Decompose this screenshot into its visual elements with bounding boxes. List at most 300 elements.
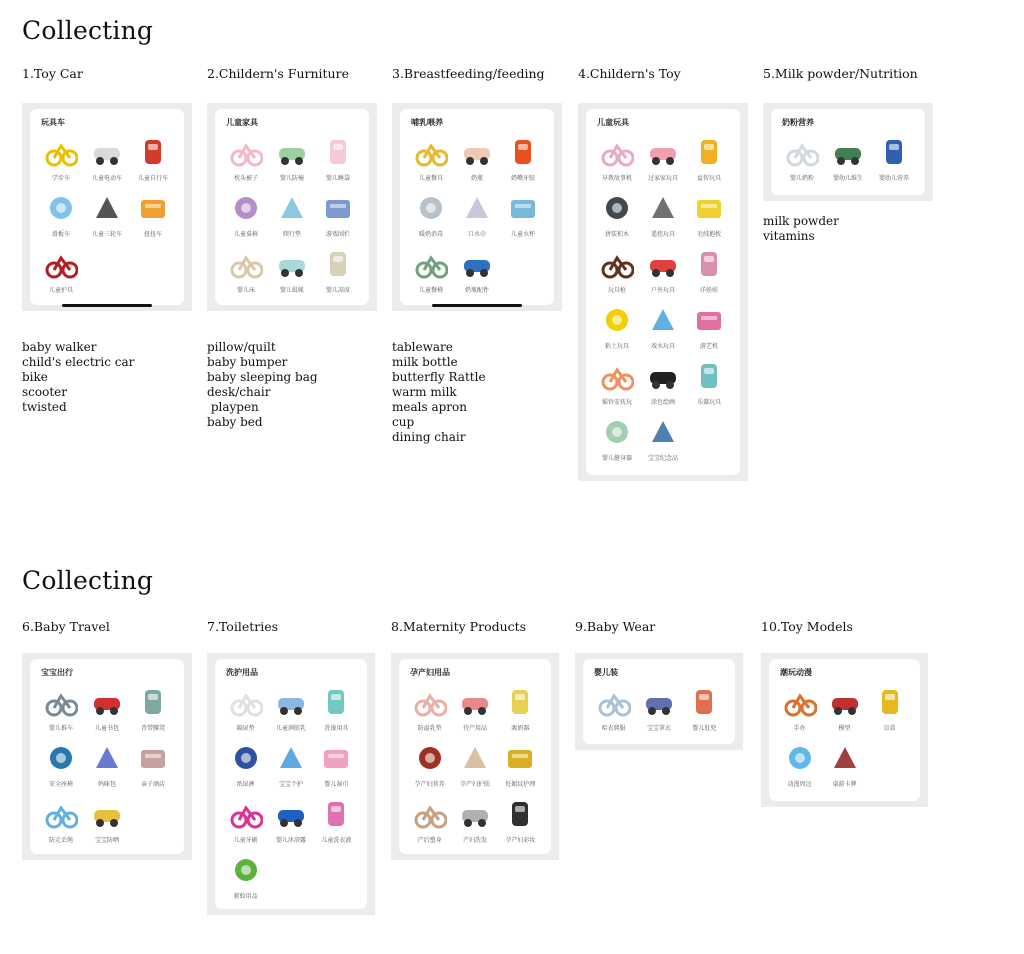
item-thumbnail (646, 416, 680, 448)
category-item[interactable] (268, 798, 313, 848)
category-grid (223, 136, 361, 298)
category-item[interactable] (871, 136, 917, 186)
category-item[interactable] (686, 360, 732, 410)
item-thumbnail (274, 742, 308, 774)
category-item[interactable] (594, 304, 640, 354)
protective-gear-icon (44, 248, 78, 280)
doll-icon (692, 248, 726, 280)
category-item[interactable] (407, 742, 452, 792)
item-label: 待产用品 (462, 725, 487, 732)
category-item[interactable] (686, 192, 732, 242)
item-thumbnail (687, 686, 721, 718)
tricycle-icon (90, 192, 124, 224)
category-item[interactable] (591, 686, 636, 736)
sleeping-bag-icon (321, 136, 355, 168)
stretch-mark-icon (503, 742, 537, 774)
item-thumbnail (600, 416, 634, 448)
category-item[interactable] (223, 854, 268, 904)
category-panel (22, 653, 192, 860)
category-card (586, 109, 740, 475)
category-item[interactable] (223, 686, 268, 736)
baby-bed-icon (229, 248, 263, 280)
item-label: 驱蚊用品 (233, 893, 258, 900)
item-label: 婴儿奶粉 (789, 175, 814, 182)
card-title: 宝宝出行 (41, 668, 73, 677)
item-thumbnail (460, 136, 494, 168)
item-thumbnail (275, 248, 309, 280)
diaper-icon (229, 742, 263, 774)
claw-machine-icon (692, 304, 726, 336)
item-thumbnail (831, 136, 865, 168)
item-label: 拼装积木 (604, 231, 629, 238)
item-label: 乐器玩具 (696, 399, 721, 406)
category-item[interactable] (130, 686, 176, 736)
note-line: playpen (207, 400, 259, 414)
category-item[interactable] (408, 248, 454, 298)
category-item[interactable] (314, 742, 359, 792)
item-thumbnail (503, 742, 537, 774)
item-thumbnail (873, 686, 907, 718)
item-thumbnail (229, 854, 263, 886)
section-heading: Collecting (22, 16, 154, 45)
card-title: 哺乳喂养 (411, 118, 443, 127)
category-item[interactable] (130, 192, 176, 242)
item-label: 模型 (838, 725, 851, 732)
note-line: butterfly Rattle (392, 370, 486, 384)
item-label: 滑板车 (51, 231, 70, 238)
item-label: 奶嘴牙胶 (510, 175, 535, 182)
breast-pump-icon (503, 686, 537, 718)
category-item[interactable] (223, 192, 269, 242)
item-label: 游艺机 (699, 343, 718, 350)
kids-bicycle-icon (136, 136, 170, 168)
category-item[interactable] (454, 136, 500, 186)
category-card (769, 659, 920, 801)
item-thumbnail (413, 798, 447, 830)
smock-icon (642, 686, 676, 718)
item-label: 宝宝罩衣 (646, 725, 671, 732)
item-thumbnail (414, 136, 448, 168)
category-item[interactable] (268, 742, 313, 792)
bottle-warmer-icon (414, 192, 448, 224)
category-item[interactable] (640, 192, 686, 242)
item-label: 扭扭车 (143, 231, 162, 238)
plush-icon (692, 192, 726, 224)
item-thumbnail (503, 798, 537, 830)
category-item[interactable] (84, 742, 130, 792)
item-thumbnail (828, 742, 862, 774)
note-line: twisted (22, 400, 67, 414)
item-thumbnail (506, 136, 540, 168)
column-title: 8.Maternity Products (391, 619, 527, 634)
category-item[interactable] (315, 248, 361, 298)
note-line: milk bottle (392, 355, 458, 369)
belly-wrap-icon (687, 686, 721, 718)
category-item[interactable] (38, 248, 84, 298)
item-thumbnail (229, 686, 263, 718)
repellent-icon (229, 854, 263, 886)
item-label: 毛绒抱枕 (696, 231, 721, 238)
item-thumbnail (413, 686, 447, 718)
category-card (215, 109, 369, 305)
shapewear-icon (413, 798, 447, 830)
item-label: 妊娠纹护理 (505, 781, 536, 788)
category-item[interactable] (38, 136, 84, 186)
item-thumbnail (600, 248, 634, 280)
item-thumbnail (44, 192, 78, 224)
category-item[interactable] (822, 686, 867, 736)
category-item[interactable] (682, 686, 727, 736)
item-thumbnail (319, 686, 353, 718)
category-item[interactable] (640, 136, 686, 186)
category-item[interactable] (269, 192, 315, 242)
item-thumbnail (783, 686, 817, 718)
kite-icon (646, 248, 680, 280)
shampoo-icon (458, 798, 492, 830)
category-item[interactable] (452, 742, 497, 792)
item-label: 婴儿防撞 (279, 175, 304, 182)
item-thumbnail (44, 136, 78, 168)
item-thumbnail (229, 742, 263, 774)
item-thumbnail (646, 192, 680, 224)
item-label: 孕产妇护肤 (459, 781, 490, 788)
category-item[interactable] (594, 416, 640, 466)
item-thumbnail (600, 304, 634, 336)
category-panel (392, 103, 562, 311)
category-grid (38, 136, 176, 298)
category-item[interactable] (498, 686, 543, 736)
playpen-icon (321, 192, 355, 224)
category-grid (779, 136, 917, 186)
item-thumbnail (90, 798, 124, 830)
category-panel (207, 103, 377, 311)
instrument-icon (692, 360, 726, 392)
column-title: 5.Milk powder/Nutrition (763, 66, 918, 81)
baby-gym-icon (600, 416, 634, 448)
item-thumbnail (692, 304, 726, 336)
note-line: pillow/quilt (207, 340, 276, 354)
category-item[interactable] (779, 136, 825, 186)
item-label: 安全座椅 (48, 781, 73, 788)
category-item[interactable] (130, 136, 176, 186)
twist-car-icon (136, 192, 170, 224)
item-label: 吸奶器 (511, 725, 530, 732)
story-machine-icon (600, 136, 634, 168)
item-label: 儿童餐具 (418, 175, 443, 182)
item-thumbnail (44, 686, 78, 718)
car-seat-icon (44, 742, 78, 774)
item-label: 婴儿推车 (48, 725, 73, 732)
item-thumbnail (321, 248, 355, 280)
category-item[interactable] (454, 192, 500, 242)
item-thumbnail (828, 686, 862, 718)
desk-chair-icon (229, 192, 263, 224)
category-card (400, 109, 554, 305)
summer-mat-icon (321, 248, 355, 280)
toy-gun-icon (600, 248, 634, 280)
section-heading: Collecting (22, 566, 154, 595)
item-thumbnail (414, 248, 448, 280)
category-item[interactable] (223, 136, 269, 186)
category-grid (407, 686, 543, 848)
item-label: 婴儿床 (236, 287, 255, 294)
note-line: baby sleeping bag (207, 370, 318, 384)
translation-notes (763, 214, 839, 244)
card-title: 奶粉营养 (782, 118, 814, 127)
body-wash-icon (274, 798, 308, 830)
play-mat-icon (275, 192, 309, 224)
anime-merch-icon (783, 742, 817, 774)
item-thumbnail (44, 742, 78, 774)
item-label: 产妇洗发 (462, 837, 487, 844)
item-thumbnail (646, 248, 680, 280)
category-item[interactable] (498, 742, 543, 792)
column-title: 4.Childern's Toy (578, 66, 681, 81)
note-line: baby walker (22, 340, 97, 354)
item-thumbnail (413, 742, 447, 774)
item-label: 婴儿健身器 (601, 455, 632, 462)
column-title: 10.Toy Models (761, 619, 853, 634)
item-thumbnail (136, 686, 170, 718)
category-item[interactable] (407, 798, 452, 848)
note-line: cup (392, 415, 415, 429)
note-line: baby bumper (207, 355, 288, 369)
building-blocks-icon (600, 192, 634, 224)
note-line: bike (22, 370, 48, 384)
item-label: 哈衣爬服 (601, 725, 626, 732)
category-card (771, 109, 925, 195)
translation-notes (22, 340, 134, 415)
item-thumbnail (319, 742, 353, 774)
card-title: 儿童家具 (226, 118, 258, 127)
category-item[interactable] (822, 742, 867, 792)
scooter-icon (44, 192, 78, 224)
category-item[interactable] (686, 304, 732, 354)
item-label: 动漫周边 (787, 781, 812, 788)
laundry-icon (319, 798, 353, 830)
category-panel (578, 103, 748, 481)
item-thumbnail (321, 192, 355, 224)
keepsake-icon (646, 416, 680, 448)
category-item[interactable] (640, 360, 686, 410)
item-label: 产后塑身 (417, 837, 442, 844)
lotion-icon (274, 686, 308, 718)
item-label: 宝宝纪念品 (647, 455, 678, 462)
scroll-indicator[interactable] (432, 304, 522, 307)
delivery-kit-icon (458, 686, 492, 718)
category-grid (223, 686, 359, 904)
mommy-bag-icon (90, 742, 124, 774)
item-label: 儿童牙刷 (233, 837, 258, 844)
note-line: tableware (392, 340, 453, 354)
category-item[interactable] (269, 136, 315, 186)
item-thumbnail (460, 248, 494, 280)
item-label: 防溢乳垫 (417, 725, 442, 732)
category-item[interactable] (84, 192, 130, 242)
item-thumbnail (44, 798, 78, 830)
item-label: 游戏围栏 (325, 231, 350, 238)
personal-care-icon (274, 742, 308, 774)
item-thumbnail (642, 686, 676, 718)
category-panel (761, 653, 928, 807)
item-thumbnail (785, 136, 819, 168)
category-item[interactable] (825, 136, 871, 186)
item-label: 儿童餐椅 (418, 287, 443, 294)
category-item[interactable] (777, 686, 822, 736)
changing-pad-icon (229, 686, 263, 718)
formula-icon (785, 136, 819, 168)
category-panel (22, 103, 192, 311)
item-thumbnail (458, 798, 492, 830)
milk-bottle-icon (460, 136, 494, 168)
item-label: 洗澡用具 (324, 725, 349, 732)
category-item[interactable] (408, 192, 454, 242)
item-thumbnail (646, 136, 680, 168)
note-line: dining chair (392, 430, 466, 444)
teether-icon (506, 136, 540, 168)
item-thumbnail (414, 192, 448, 224)
category-item[interactable] (407, 686, 452, 736)
category-card (399, 659, 551, 854)
item-label: 暖奶消毒 (418, 231, 443, 238)
item-label: 户外玩具 (650, 287, 675, 294)
item-label: 益智玩具 (696, 175, 721, 182)
category-item[interactable] (686, 136, 732, 186)
item-label: 儿童自行车 (137, 175, 168, 182)
category-item[interactable] (84, 686, 130, 736)
hotel-icon (136, 742, 170, 774)
item-label: 口水巾 (467, 231, 486, 238)
bib-icon (460, 192, 494, 224)
item-label: 手办 (793, 725, 806, 732)
category-item[interactable] (640, 248, 686, 298)
category-item[interactable] (594, 248, 640, 298)
category-item[interactable] (686, 248, 732, 298)
item-label: 儿童三轮车 (91, 231, 122, 238)
category-item[interactable] (498, 798, 543, 848)
category-item[interactable] (223, 798, 268, 848)
item-thumbnail (90, 136, 124, 168)
item-thumbnail (503, 686, 537, 718)
category-card (30, 659, 184, 854)
category-item[interactable] (84, 136, 130, 186)
category-item[interactable] (640, 416, 686, 466)
makeup-icon (503, 798, 537, 830)
item-thumbnail (692, 136, 726, 168)
item-label: 早教故事机 (601, 175, 632, 182)
category-item[interactable] (454, 248, 500, 298)
toothbrush-icon (229, 798, 263, 830)
category-item[interactable] (594, 192, 640, 242)
anti-lost-icon (44, 798, 78, 830)
category-item[interactable] (315, 192, 361, 242)
category-item[interactable] (223, 248, 269, 298)
item-thumbnail (458, 686, 492, 718)
category-panel (391, 653, 559, 860)
schoolbag-icon (90, 686, 124, 718)
category-item[interactable] (636, 686, 681, 736)
category-item[interactable] (500, 192, 546, 242)
item-thumbnail (44, 248, 78, 280)
item-thumbnail (275, 192, 309, 224)
item-thumbnail (460, 192, 494, 224)
category-item[interactable] (38, 742, 84, 792)
category-item[interactable] (452, 798, 497, 848)
card-title: 孕产妇用品 (410, 668, 450, 677)
item-thumbnail (597, 686, 631, 718)
category-item[interactable] (314, 798, 359, 848)
item-thumbnail (275, 136, 309, 168)
category-item[interactable] (269, 248, 315, 298)
category-item[interactable] (38, 192, 84, 242)
scroll-indicator[interactable] (62, 304, 152, 307)
category-item[interactable] (315, 136, 361, 186)
item-label: 爬行垫 (282, 231, 301, 238)
item-label: 过家家玩具 (647, 175, 678, 182)
category-grid (591, 686, 727, 736)
item-label: 奶瓶配件 (464, 287, 489, 294)
note-line: scooter (22, 385, 67, 399)
category-item[interactable] (452, 686, 497, 736)
item-label: 儿童护具 (48, 287, 73, 294)
item-label: 洋娃娃 (699, 287, 718, 294)
pillow-quilt-icon (229, 136, 263, 168)
wet-wipes-icon (319, 742, 353, 774)
category-item[interactable] (640, 304, 686, 354)
note-line: baby bed (207, 415, 263, 429)
item-label: 学步车 (51, 175, 70, 182)
clay-icon (600, 304, 634, 336)
item-label: 玩具枪 (607, 287, 626, 294)
item-thumbnail (321, 136, 355, 168)
mosquito-net-icon (275, 248, 309, 280)
card-title: 儿童玩具 (597, 118, 629, 127)
item-label: 奶瓶 (470, 175, 483, 182)
column-title: 2.Childern's Furniture (207, 66, 349, 81)
robot-model-icon (828, 686, 862, 718)
column-title: 6.Baby Travel (22, 619, 110, 634)
category-item[interactable] (130, 742, 176, 792)
category-item[interactable] (314, 686, 359, 736)
item-label: 婴儿睡袋 (325, 175, 350, 182)
item-thumbnail (229, 248, 263, 280)
category-grid (594, 136, 732, 466)
item-thumbnail (229, 798, 263, 830)
category-item[interactable] (84, 798, 130, 848)
category-item[interactable] (223, 742, 268, 792)
nutrition-icon (877, 136, 911, 168)
water-toy-icon (646, 304, 680, 336)
maternal-nutrition-icon (413, 742, 447, 774)
category-item[interactable] (867, 686, 912, 736)
category-item[interactable] (500, 136, 546, 186)
category-item[interactable] (38, 798, 84, 848)
drawing-icon (646, 360, 680, 392)
item-thumbnail (783, 742, 817, 774)
category-item[interactable] (38, 686, 84, 736)
category-item[interactable] (408, 136, 454, 186)
balance-bike-icon (44, 136, 78, 168)
category-item[interactable] (594, 360, 640, 410)
drone-icon (646, 192, 680, 224)
item-label: 婴儿沐浴露 (275, 837, 306, 844)
item-label: 遥控玩具 (650, 231, 675, 238)
category-grid (38, 686, 176, 848)
item-thumbnail (229, 136, 263, 168)
category-item[interactable] (268, 686, 313, 736)
category-item[interactable] (777, 742, 822, 792)
category-item[interactable] (594, 136, 640, 186)
